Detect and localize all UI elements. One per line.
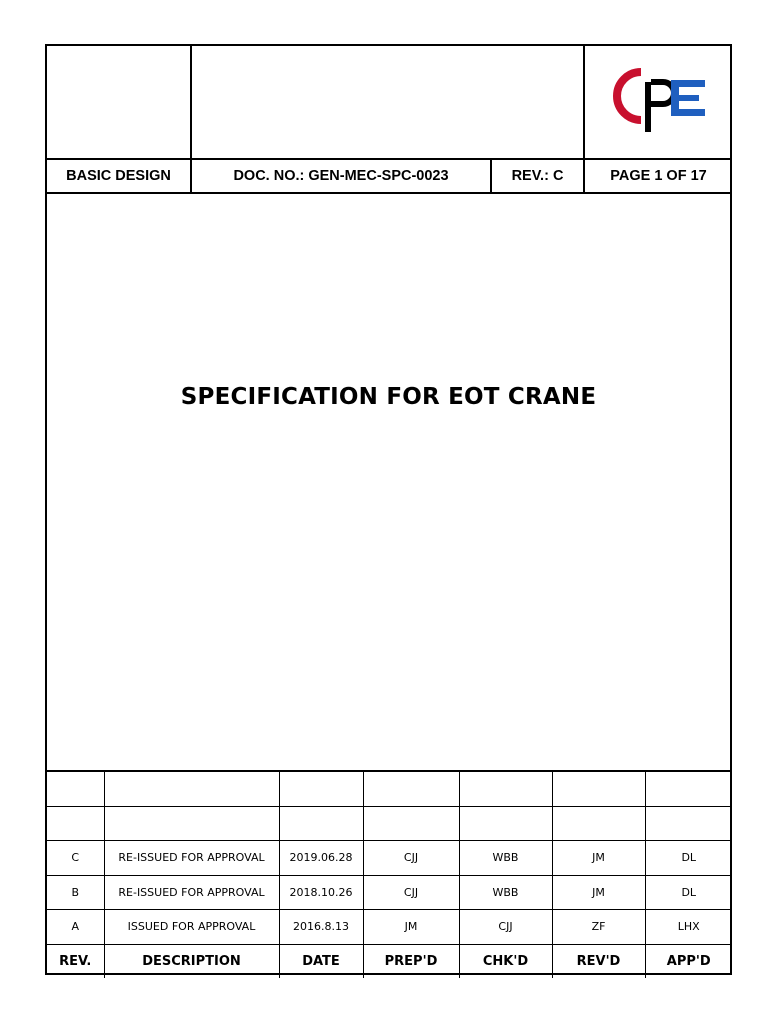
page-number-label: PAGE 1 OF 17 <box>610 168 707 184</box>
prepared-cell: CJJ <box>363 841 459 876</box>
table-row <box>47 910 732 945</box>
rev-cell: B <box>47 875 104 910</box>
header-checked: CHK'D <box>459 944 552 978</box>
description-cell: RE-ISSUED FOR APPROVAL <box>104 841 279 876</box>
table-row <box>47 806 732 841</box>
table-cell <box>363 771 459 806</box>
table-cell <box>104 806 279 841</box>
checked-cell: WBB <box>459 875 552 910</box>
header-rev: REV. <box>47 944 104 978</box>
description-cell: RE-ISSUED FOR APPROVAL <box>104 875 279 910</box>
design-stage-label: BASIC DESIGN <box>47 160 192 192</box>
header-approved: APP'D <box>645 944 732 978</box>
document-title: SPECIFICATION FOR EOT CRANE <box>180 384 597 410</box>
table-cell <box>47 771 104 806</box>
table-cell <box>279 771 363 806</box>
header-prepared: PREP'D <box>363 944 459 978</box>
table-cell <box>552 806 645 841</box>
checked-cell: WBB <box>459 841 552 876</box>
header-description: DESCRIPTION <box>104 944 279 978</box>
reviewed-cell: JM <box>552 841 645 876</box>
description-cell: ISSUED FOR APPROVAL <box>104 910 279 945</box>
approved-cell: LHX <box>645 910 732 945</box>
revision-table <box>47 770 732 978</box>
table-cell <box>459 806 552 841</box>
table-row <box>47 771 732 806</box>
table-cell <box>459 771 552 806</box>
table-row <box>47 875 732 910</box>
header-date: DATE <box>279 944 363 978</box>
approved-cell: DL <box>645 875 732 910</box>
prepared-cell: JM <box>363 910 459 945</box>
table-cell <box>47 806 104 841</box>
revision-label: REV.: C <box>492 160 585 192</box>
approved-cell: DL <box>645 841 732 876</box>
date-cell: 2016.8.13 <box>279 910 363 945</box>
date-cell: 2018.10.26 <box>279 875 363 910</box>
header-blank-cell-left <box>47 46 192 158</box>
company-logo <box>611 66 707 136</box>
header-blank-cell-center <box>192 46 585 158</box>
header-info-row <box>47 160 730 194</box>
doc-number-label: DOC. NO.: GEN-MEC-SPC-0023 <box>192 160 492 192</box>
table-cell <box>279 806 363 841</box>
date-cell: 2019.06.28 <box>279 841 363 876</box>
table-cell <box>645 771 732 806</box>
table-row <box>47 841 732 876</box>
header-reviewed: REV'D <box>552 944 645 978</box>
header-top-row <box>47 46 730 160</box>
rev-cell: A <box>47 910 104 945</box>
prepared-cell: CJJ <box>363 875 459 910</box>
document-frame <box>45 44 732 975</box>
checked-cell: CJJ <box>459 910 552 945</box>
reviewed-cell: JM <box>552 875 645 910</box>
table-cell <box>363 806 459 841</box>
rev-cell: C <box>47 841 104 876</box>
table-cell <box>104 771 279 806</box>
table-cell <box>552 771 645 806</box>
table-header-row <box>47 944 732 978</box>
reviewed-cell: ZF <box>552 910 645 945</box>
logo-cell <box>585 46 732 158</box>
table-cell <box>645 806 732 841</box>
